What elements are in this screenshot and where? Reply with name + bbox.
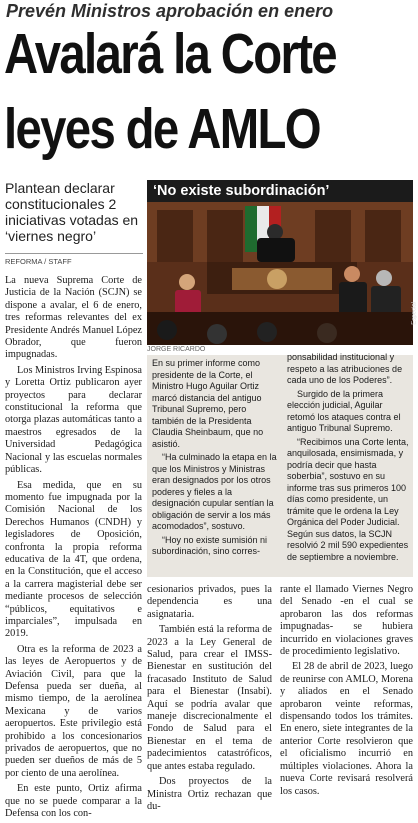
article-deck: Plantean declarar constitucionales 2 iniciativas votadas en ‘viernes negro’: [5, 180, 139, 244]
court-session-photo: [147, 202, 418, 345]
headline-line-1: Avalará la Corte: [4, 22, 336, 86]
col2-paragraph-2: También está la reforma de 2023 a la Ley General de Salud, para crear el IMSS-Bienestar en sustitución del fracasado Instituto de Salud para el Bienestar (Insabi). Aquí se podría avalar que maneje discrecionalmente el Fondo de Salud para el Bienestar en el tema de padecimientos catastróficos, que antes estaba regulado.: [147, 624, 272, 772]
sidebar-paragraph-5: Surgido de la primera elección judicial, Aguilar retomó los ataques contra el antiguo Tribunal Supremo.: [287, 388, 401, 433]
article-kicker: Prevén Ministros aprobación en enero: [6, 1, 334, 21]
sidebar-paragraph-6: “Recibimos una Corte lenta, anquilosada, ensimismada, y podría decir que hasta soberbia”, sostuvo en su informe tras sus primeros 100 días como presidente, un trámite que le ordena la Ley Orgánica del Poder Judicial. Según sus datos, la SCJN resolvió 2 mil 590 expedientes de septiembre a noviembre.: [287, 436, 409, 562]
column-1: [5, 275, 142, 823]
col1-paragraph-5: En este punto, Ortiz afirma que no se puede comparar a la Defensa con los con-: [5, 783, 142, 820]
col1-paragraph-4: Otra es la reforma de 2023 a las leyes de Aeropuertos y de Aviación Civil, para que la Defensa pueda ser dueña, al mismo tiempo, de la aerolínea Mexicana y de varios aeropuertos. Este privilegio está prohibido a los concesionarios privados de aeropuertos, que no pueden ser dueños de más de 5 por ciento de una aerolínea.: [5, 643, 142, 779]
sidebar-paragraph-1: En su primer informe como presidente de la Corte, el Ministro Hugo Aguilar Ortiz marcó distancia del antiguo Tribunal Supremo, pero también de la Presidenta Claudia Sheinbaum, que no asistió.: [152, 358, 264, 449]
sidebar-column-2: [287, 352, 411, 565]
col2-paragraph-3: Dos proyectos de la Ministra Ortiz rechazan que du-: [147, 776, 272, 812]
col2-paragraph-1: cesionarios privados, pues la dependencia es una asignataria.: [147, 584, 272, 620]
photo-illustration: [147, 202, 413, 345]
headline-line-2: leyes de AMLO: [4, 97, 320, 161]
sidebar-title: ‘No existe subordinación’: [147, 180, 413, 202]
photo-credit-side: Especial: [412, 302, 418, 325]
sidebar-paragraph-2: “Ha culminado la etapa en la que los Ministros y Ministras eran designados por los otros poderes y fieles a la designación cupular sentían la obligación de servir a los más acomodados”, sostuvo.: [152, 452, 277, 531]
col3-paragraph-1: rante el llamado Viernes Negro del Senado -en el cual se aprobaron las dos reformas impugnadas- se hubiera incurrido en violaciones graves de procedimiento legislativo.: [280, 584, 413, 658]
photo-credit: JORGE RICARDO: [147, 346, 206, 353]
col1-paragraph-1: La nueva Suprema Corte de Justicia de la Nación (SCJN) se dispone a avalar, el 6 de enero, tres reformas relevantes del ex Presidente Andrés Manuel López Obrador, que fueron impugnadas.: [5, 275, 142, 361]
col3-paragraph-2: El 28 de abril de 2023, luego de reunirse con AMLO, Morena y aliados en el Senado aprobaron veinte reformas, dispensando todos los trámites. En enero, siete integrantes de la anterior Corte resolvieron que el oficialismo incurrió en múltiples violaciones. Ahora la nueva Corte revisará resolverá los casos.: [280, 661, 413, 797]
byline: REFORMA / STAFF: [5, 253, 143, 266]
col1-paragraph-2: Los Ministros Irving Espinosa y Loretta Ortiz publicaron ayer proyectos para declarar constitucional la reforma que otorga plazas automáticas tanto a maestros egresados de la Universidad Pedagógica Nacional y las escuelas normales públicas.: [5, 364, 142, 476]
sidebar-paragraph-4: ponsabilidad institucional y respeto a las atribuciones de cada uno de los Poderes”.: [287, 352, 403, 385]
sidebar-paragraph-3: “Hoy no existe sumisión ni subordinación, sino corres-: [152, 534, 268, 556]
column-2: [147, 584, 272, 816]
column-3: [280, 584, 413, 801]
sidebar-column-1: [152, 358, 277, 560]
col1-paragraph-3: Esa medida, que en su momento fue impugnada por la Comisión Nacional de los Derechos Humanos (CNDH) y legisladores de Oposición, confronta la propia reforma educativa de la 4T, que ordena, en la Constitución, que el acceso a la carrera magisterial debe ser mediante procesos de selección “públicos, equitativos e imparciales”, impulsada en 2019.: [5, 479, 142, 640]
